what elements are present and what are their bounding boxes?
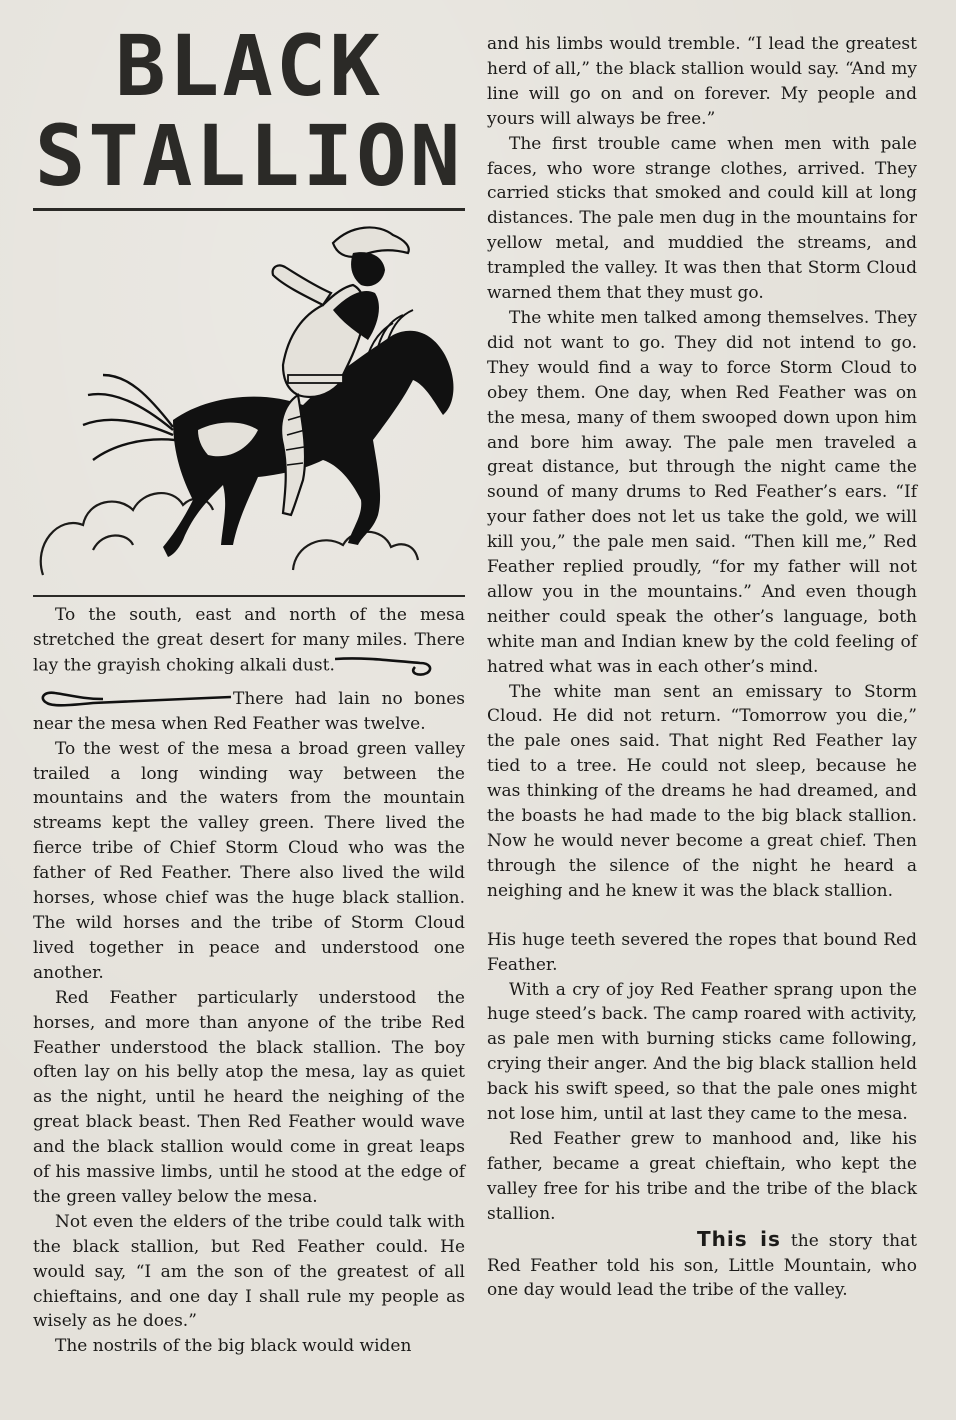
right-paragraph-5: His huge teeth severed the ropes that bound Red Feather. [487,929,917,975]
title-rule [33,208,465,211]
right-paragraph-7: Red Feather grew to manhood and, like his father, became a great chieftain, who kept the valley free for his tribe and the tribe of the black stallion. [487,1128,917,1224]
illustration-rule [33,595,465,597]
left-text [33,603,465,1359]
left-paragraph-2: There had lain no bones near the mesa when Red Feather was twelve. [33,688,465,734]
right-paragraph-3: The white men talked among themselves. They did not want to go. They did not intend to go. They would find a way to force Storm Cloud to obey them. One day, when Red Feather was on the mesa, many of them swooped down upon him and bore him away. The pale men traveled a great distance, but through the night came the sound of many drums to Red Feather’s ears. “If your father does not let us take the gold, we will kill you,” the pale men said. “Then kill me,” Red Feather replied proudly, “for my father will not allow you in the mountains.” And even though neither could speak the other’s language, both white man and Indian knew by the cold feeling of hatred what was in each other’s mind. [487,307,917,677]
rider-on-horse-illustration [33,215,465,595]
left-column [33,17,465,1359]
right-paragraph-6: With a cry of joy Red Feather sprang upon the huge steed’s back. The camp roared with activity, as pale men with burning sticks came following, crying their anger. And the big black stallion held back his swift speed, so that the pale ones might not lose him, until at last they came to the mesa. [487,979,917,1125]
title-line-1: BLACK [115,17,383,115]
right-paragraph-8: This is the story that Red Feather told his son, Little Mountain, who one day would lead the tribe of the valley. [487,1226,917,1301]
right-paragraph-2: The first trouble came when men with pale faces, who wore strange clothes, arrived. They carried sticks that smoked and could kill at long distances. The pale men dug in the mountains for yellow metal, and muddied the streams, and trampled the valley. It was then that Storm Cloud warned them that they must go. [487,133,917,304]
left-paragraph-1: To the south, east and north of the mesa stretched the great desert for many miles. There lay the grayish choking alkali dust. [33,603,465,679]
handwritten-lettering: This is [697,1226,781,1251]
lasso-rope-icon [335,653,435,679]
left-paragraph-3: To the west of the mesa a broad green valley trailed a long winding way between the mountains and the waters from the mountain streams kept the valley green. There lived the fierce tribe of Chief Storm Cloud who was the father of Red Feather. There also lived the wild horses, whose chief was the huge black stallion. The wild horses and the tribe of Storm Cloud lived together in peace and understood one another. [33,738,465,983]
right-column [487,32,917,1303]
title-line-2: STALLION [34,107,464,205]
lasso-rope-icon [33,687,233,711]
left-paragraph-5: Not even the elders of the tribe could talk with the black stallion, but Red Feather could. He would say, “I am the son of the greatest of all chieftains, and one day I shall rule my people as wisely as he does.” [33,1211,465,1332]
paragraph-gap [487,904,917,928]
right-paragraph-4: The white man sent an emissary to Storm Cloud. He did not return. “Tomorrow you die,” the pale ones said. That night Red Feather lay tied to a tree. He could not sleep, because he was thinking of the dreams he had dreamed, and the boasts he had made to the big black stallion. Now he would never become a great chief. Then through the silence of the night he heard a neighing and he knew it was the black stallion. [487,681,917,901]
right-paragraph-1: and his limbs would tremble. “I lead the greatest herd of all,” the black stallion would say. “And my line will go on and on forever. My people and yours will always be free.” [487,34,917,129]
left-paragraph-4: Red Feather particularly understood the horses, and more than anyone of the tribe Red Feather understood the black stallion. The boy often lay on his belly atop the mesa, lay as quiet as the night, until he heard the neighing of the great black beast. Then Red Feather would wave and the black stallion would come in great leaps of his massive limbs, until he stood at the edge of the green valley below the mesa. [33,987,465,1207]
story-title [33,17,465,205]
left-paragraph-6: The nostrils of the big black would widen [55,1336,412,1357]
